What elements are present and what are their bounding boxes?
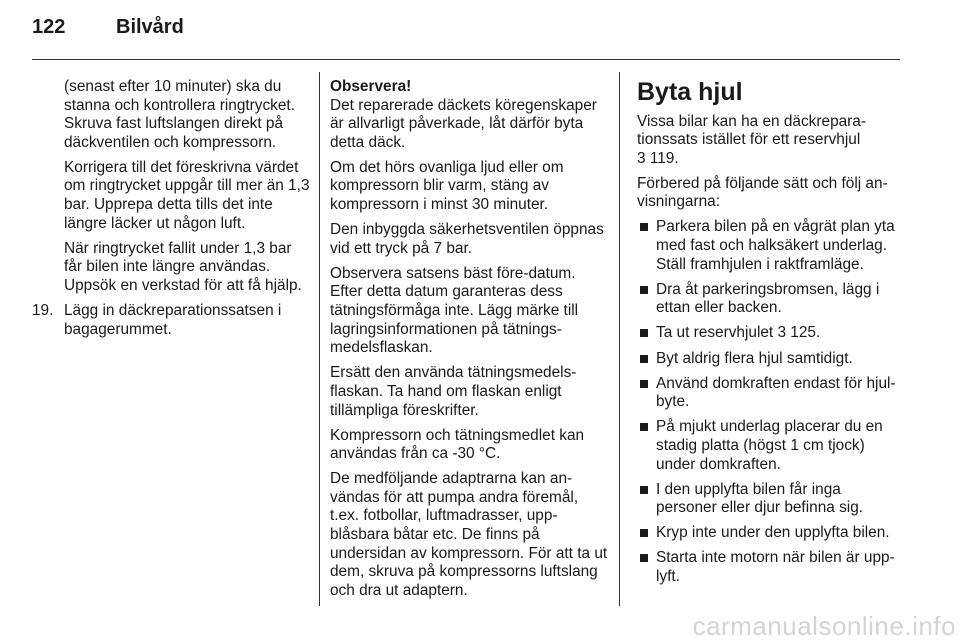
note-title: Observera!	[330, 78, 412, 95]
list-item-text: Dra åt parkeringsbromsen, lägg i ettan eller backen.	[656, 280, 880, 317]
list-item-text: Parkera bilen på en vågrät plan yta med fast och halksäkert underlag. Ställ framhjulen i raktframläge.	[656, 218, 895, 273]
list-item-text: På mjukt underlag placerar du en stadig platta (högst 1 cm tjock) under domkraften.	[656, 418, 883, 473]
list-item	[637, 549, 905, 586]
list-item-text: Kryp inte under den upplyfta bilen.	[656, 524, 890, 542]
paragraph: Ersätt den använda tätningsmedelsflaskan. Ta hand om flaskan enligt tillämpliga föreskrifter.	[330, 364, 577, 419]
paragraph: När ringtrycket fallit under 1,3 bar får bilen inte längre användas. Uppsök en verkstad för att få hjälp.	[64, 239, 302, 294]
bullet-square-icon	[640, 355, 648, 363]
bullet-square-icon	[640, 380, 648, 388]
header-divider	[32, 59, 900, 60]
paragraph: Kompressorn och tätningsmedlet kan användas från ca -30 °C.	[330, 426, 585, 463]
list-item-text: I den upplyfta bilen får inga personer eller djur befinna sig.	[656, 480, 864, 517]
step-text: Lägg in däckreparationssatsen i bagagerummet.	[64, 302, 282, 338]
paragraph: Observera satsens bäst före-datum. Efter detta datum garanteras dess tätningsförmåga inte. Lägg märke till lagringsinformationen på tätningsmedelsflaskan.	[330, 264, 579, 357]
bullet-square-icon	[640, 486, 648, 494]
column-1	[32, 78, 310, 339]
page-reference: 3 119.	[637, 149, 679, 167]
intro-paragraph	[637, 113, 905, 169]
bullet-square-icon	[640, 286, 648, 294]
list-item	[637, 418, 905, 474]
column-divider-1	[319, 72, 320, 606]
list-item	[637, 324, 905, 343]
section-heading: Byta hjul	[637, 78, 743, 106]
step-number: 19.	[32, 302, 54, 320]
column-divider-2	[619, 72, 620, 606]
bullet-square-icon	[640, 529, 648, 537]
bullet-square-icon	[640, 423, 648, 431]
list-item-text: Använd domkraften endast för hjulbyte.	[656, 374, 896, 411]
paragraph: Om det hörs ovanliga ljud eller om kompressorn blir varm, stäng av kompressorn i minst 30 minuter.	[330, 158, 564, 214]
section-title: Bilvård	[116, 16, 184, 38]
paragraph: (senast efter 10 minuter) ska du stanna och kontrollera ringtrycket. Skruva fast luftslangen direkt på däckventilen och kompressorn.	[64, 78, 295, 151]
column-2	[330, 78, 610, 607]
list-item	[637, 218, 905, 274]
numbered-step	[32, 302, 310, 339]
watermark: carmanualsonline.info	[692, 611, 956, 641]
paragraph: Den inbyggda säkerhetsventilen öppnas vid ett tryck på 7 bar.	[330, 221, 604, 257]
list-item	[637, 481, 905, 518]
bullet-square-icon	[640, 223, 648, 231]
list-item	[637, 524, 905, 543]
paragraph: De medföljande adaptrarna kan användas för att pumpa andra föremål, t.ex. fotbollar, luftmadrasser, uppblåsbara båtar etc. De finns på undersidan av kompressorn. För att ta ut dem, skruva på kompressorns luftslang och dra ut adaptern.	[330, 470, 608, 599]
bullet-square-icon	[640, 329, 648, 337]
list-item-text: Byt aldrig flera hjul samtidigt.	[656, 349, 853, 367]
bullet-square-icon	[640, 554, 648, 562]
note-text: Det reparerade däckets köregenskaper är allvarligt påverkade, låt därför byta detta däck.	[330, 96, 597, 151]
list-item	[637, 281, 905, 318]
page-number: 122	[32, 16, 66, 38]
instruction-list	[637, 218, 905, 586]
paragraph: Förbered på följande sätt och följ anvisningarna:	[637, 174, 888, 211]
list-item-text: Starta inte motorn när bilen är upplyft.	[656, 549, 895, 585]
paragraph: Korrigera till det föreskrivna värdet om ringtrycket uppgår till mer än 1,3 bar. Upprepa detta tills det inte längre läcker ut någon luft.	[64, 158, 310, 232]
list-item	[637, 350, 905, 369]
intro-text: Vissa bilar kan ha en däckreparationssats istället för ett reservhjul	[637, 112, 867, 149]
list-item	[637, 375, 905, 412]
list-item-text: Ta ut reservhjulet 3 125.	[656, 324, 821, 342]
column-3	[637, 78, 905, 593]
